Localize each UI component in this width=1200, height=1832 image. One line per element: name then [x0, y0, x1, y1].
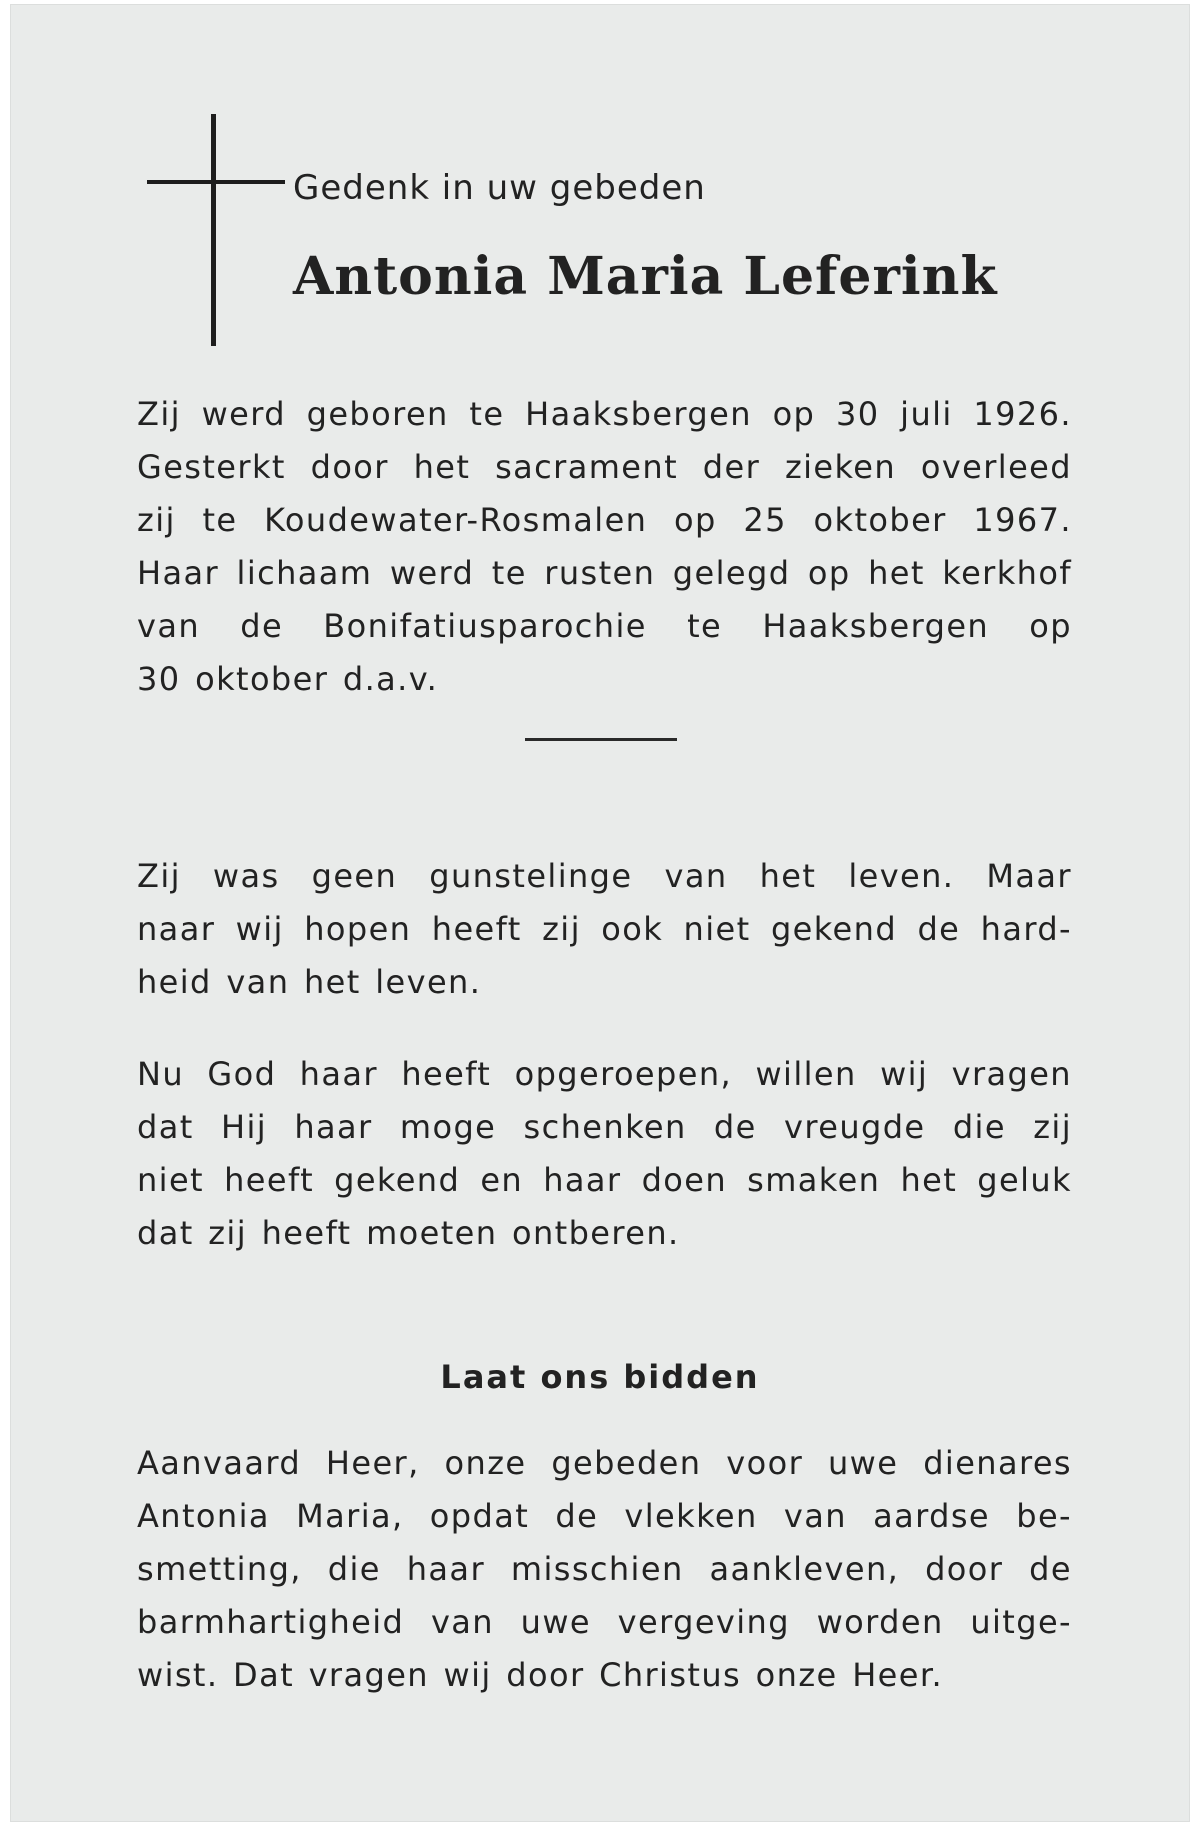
- divider: [525, 738, 677, 741]
- prayer-line: Antonia Maria, opdat de vlekken van aardse be-: [137, 1497, 1072, 1535]
- biography-line: van de Bonifatiusparochie te Haaksbergen op: [137, 607, 1072, 645]
- biography-line: 30 oktober d.a.v.: [137, 660, 439, 698]
- hope-paragraph: [137, 1048, 1072, 1260]
- biography-line: Zij werd geboren te Haaksbergen op 30 juli 1926.: [137, 395, 1072, 433]
- cross-icon-vertical: [211, 114, 216, 346]
- cross-icon-horizontal: [147, 180, 285, 184]
- reflection-paragraph: [137, 850, 1072, 1009]
- prayer-heading: Laat ons bidden: [440, 1358, 760, 1396]
- hope-line: dat Hij haar moge schenken de vreugde die zij: [137, 1108, 1072, 1146]
- deceased-name: Antonia Maria Leferink: [293, 246, 998, 307]
- biography-line: Gesterkt door het sacrament der zieken overleed: [137, 448, 1072, 486]
- hope-line: Nu God haar heeft opgeroepen, willen wij vragen: [137, 1055, 1072, 1093]
- prayer-line: smetting, die haar misschien aankleven, door de: [137, 1550, 1072, 1588]
- prayer-paragraph: [137, 1437, 1072, 1702]
- biography-line: Haar lichaam werd te rusten gelegd op het kerkhof: [137, 554, 1072, 592]
- hope-line: dat zij heeft moeten ontberen.: [137, 1214, 680, 1252]
- reflection-line: heid van het leven.: [137, 963, 482, 1001]
- biography-line: zij te Koudewater-Rosmalen op 25 oktober 1967.: [137, 501, 1072, 539]
- biography-paragraph: [137, 388, 1072, 706]
- prayer-line: wist. Dat vragen wij door Christus onze Heer.: [137, 1656, 944, 1694]
- reflection-line: naar wij hopen heeft zij ook niet gekend de hard-: [137, 910, 1072, 948]
- intro-text: Gedenk in uw gebeden: [293, 168, 706, 208]
- prayer-line: barmhartigheid van uwe vergeving worden uitge-: [137, 1603, 1072, 1641]
- hope-line: niet heeft gekend en haar doen smaken het geluk: [137, 1161, 1072, 1199]
- reflection-line: Zij was geen gunstelinge van het leven. Maar: [137, 857, 1072, 895]
- prayer-line: Aanvaard Heer, onze gebeden voor uwe dienares: [137, 1444, 1072, 1482]
